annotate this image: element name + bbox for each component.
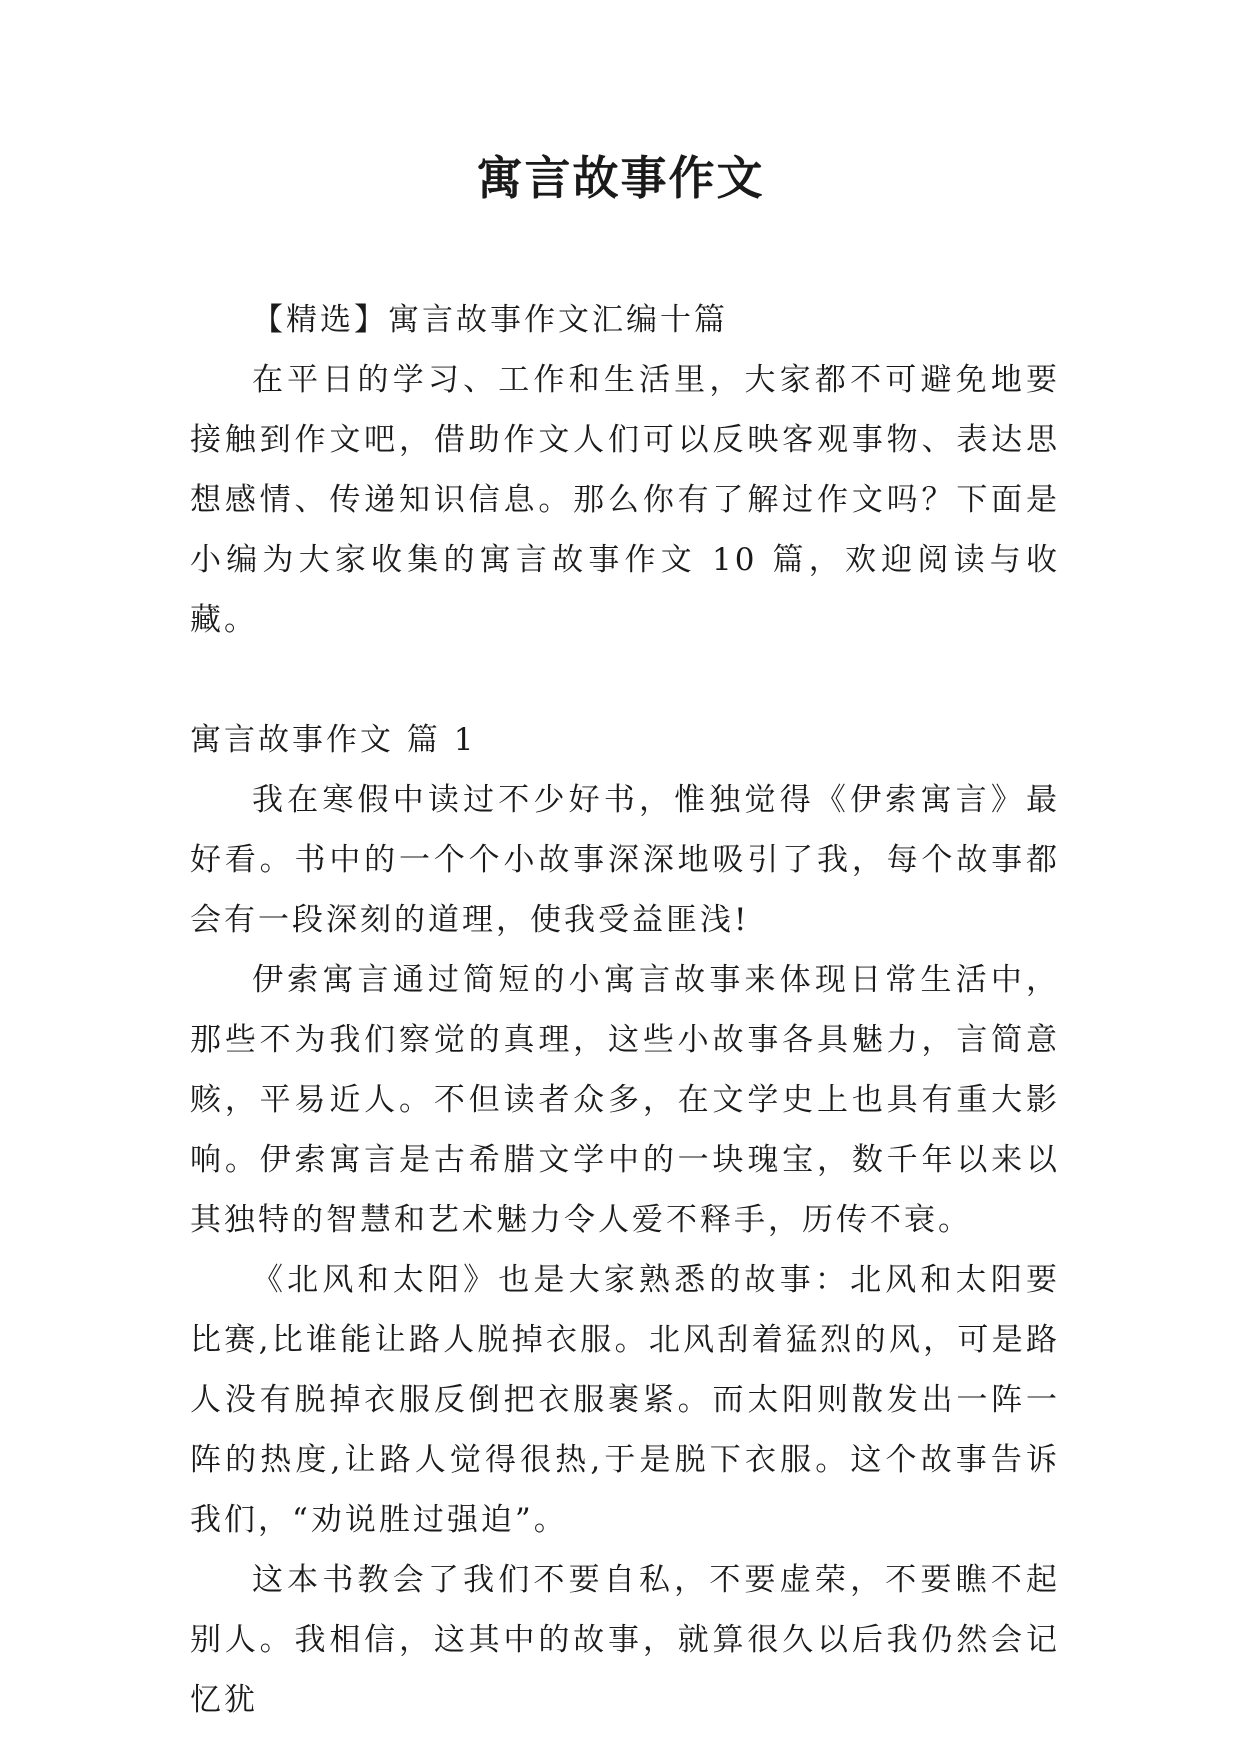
document-title: 寓言故事作文 [476,151,765,205]
section-heading: 寓言故事作文 篇 1 [190,722,477,758]
body-paragraph: 这本书教会了我们不要自私，不要虚荣，不要瞧不起别人。我相信，这其中的故事，就算很久以后我仍然会记忆犹 [190,1562,1060,1718]
document-subtitle: 【精选】寓言故事作文汇编十篇 [252,302,728,338]
body-paragraph: 我在寒假中读过不少好书，惟独觉得《伊索寓言》最好看。书中的一个个小故事深深地吸引了我，每个故事都会有一段深刻的道理，使我受益匪浅! [190,782,1060,938]
intro-paragraph: 在平日的学习、工作和生活里，大家都不可避免地要接触到作文吧，借助作文人们可以反映客观事物、表达思想感情、传递知识信息。那么你有了解过作文吗？下面是小编为大家收集的寓言故事作文 10 篇，欢迎阅读与收藏。 [190,362,1060,638]
body-paragraph: 伊索寓言通过简短的小寓言故事来体现日常生活中，那些不为我们察觉的真理，这些小故事各具魅力，言简意赅，平易近人。不但读者众多，在文学史上也具有重大影响。伊索寓言是古希腊文学中的一块瑰宝，数千年以来以其独特的智慧和艺术魅力令人爱不释手，历传不衰。 [190,962,1060,1238]
body-paragraph: 《北风和太阳》也是大家熟悉的故事：北风和太阳要比赛,比谁能让路人脱掉衣服。北风刮着猛烈的风，可是路人没有脱掉衣服反倒把衣服裹紧。而太阳则散发出一阵一阵的热度,让路人觉得很热,于是脱下衣服。这个故事告诉我们，“劝说胜过强迫”。 [190,1262,1060,1538]
document-body [190,290,1060,1730]
